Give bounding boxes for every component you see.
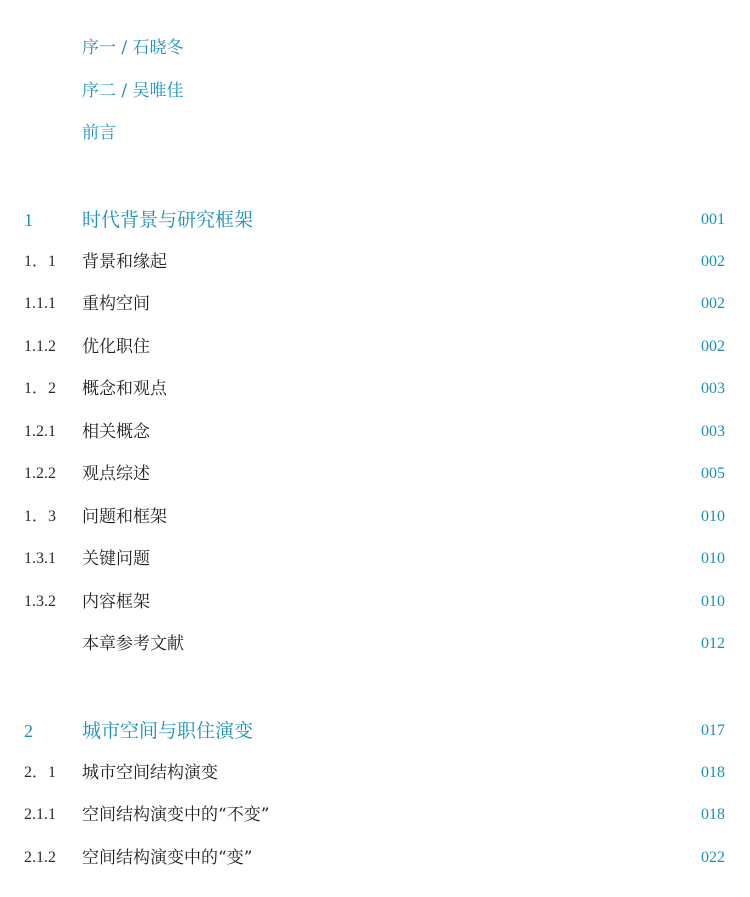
- entry-number: 1．2: [24, 380, 57, 397]
- toc-entry-subsection[interactable]: [0, 289, 750, 319]
- entry-number: 1．3: [24, 508, 57, 525]
- entry-title: 本章参考文献: [82, 634, 184, 654]
- entry-page-number: 002: [701, 295, 725, 312]
- entry-page-number: 010: [701, 508, 725, 525]
- entry-title: 概念和观点: [82, 379, 167, 399]
- entry-title: 空间结构演变中的“变”: [82, 848, 253, 868]
- toc-entry-subsection[interactable]: [0, 459, 750, 489]
- entry-number: 2: [24, 721, 33, 741]
- entry-title: 背景和缘起: [82, 252, 167, 272]
- entry-title: 问题和框架: [82, 507, 167, 527]
- entry-title: 重构空间: [82, 294, 150, 314]
- entry-number: 1.1.2: [24, 338, 56, 355]
- entry-number: 1.2.2: [24, 465, 56, 482]
- entry-title: 时代背景与研究框架: [82, 209, 254, 231]
- entry-title: 城市空间结构演变: [82, 763, 218, 783]
- entry-page-number: 010: [701, 550, 725, 567]
- entry-number: 2．1: [24, 764, 57, 781]
- entry-number: 2.1.1: [24, 806, 56, 823]
- entry-title: 内容框架: [82, 592, 150, 612]
- entry-page-number: 005: [701, 465, 725, 482]
- entry-title: 优化职住: [82, 337, 150, 357]
- entry-title: 相关概念: [82, 422, 150, 442]
- toc-entry-subsection[interactable]: [0, 544, 750, 574]
- toc-entry-section[interactable]: [0, 758, 750, 788]
- toc-entry-section[interactable]: [0, 502, 750, 532]
- entry-title: 观点综述: [82, 464, 150, 484]
- toc-entry-chapter-1[interactable]: [0, 205, 750, 235]
- entry-page-number: 022: [701, 849, 725, 866]
- entry-number: 1.2.1: [24, 423, 56, 440]
- entry-page-number: 002: [701, 338, 725, 355]
- entry-title: 城市空间与职住演变: [82, 720, 254, 742]
- toc-entry-subsection[interactable]: [0, 332, 750, 362]
- entry-title: 关键问题: [82, 549, 150, 569]
- front-matter-preface-1[interactable]: [0, 33, 750, 63]
- entry-number: 1: [24, 210, 33, 230]
- entry-page-number: 017: [701, 722, 725, 739]
- entry-number: 2.1.2: [24, 849, 56, 866]
- toc-entry-subsection[interactable]: [0, 417, 750, 447]
- toc-entry-section[interactable]: [0, 374, 750, 404]
- toc-entry-subsection[interactable]: [0, 800, 750, 830]
- entry-number: 1.3.2: [24, 593, 56, 610]
- entry-number: 1.3.1: [24, 550, 56, 567]
- entry-page-number: 018: [701, 764, 725, 781]
- entry-page-number: 003: [701, 380, 725, 397]
- entry-page-number: 010: [701, 593, 725, 610]
- entry-number: 1.1.1: [24, 295, 56, 312]
- entry-title: 序一 / 石晓冬: [82, 38, 184, 58]
- entry-page-number: 012: [701, 635, 725, 652]
- entry-page-number: 018: [701, 806, 725, 823]
- toc-entry-chapter-2[interactable]: [0, 716, 750, 746]
- entry-title: 空间结构演变中的“不变”: [82, 805, 270, 825]
- toc-entry-subsection[interactable]: [0, 843, 750, 873]
- entry-page-number: 001: [701, 211, 725, 228]
- front-matter-preface-2[interactable]: [0, 76, 750, 106]
- front-matter-foreword[interactable]: [0, 118, 750, 148]
- entry-number: 1．1: [24, 253, 57, 270]
- toc-entry-subsection[interactable]: [0, 587, 750, 617]
- toc-entry-references[interactable]: [0, 629, 750, 659]
- toc-entry-section[interactable]: [0, 247, 750, 277]
- entry-page-number: 003: [701, 423, 725, 440]
- entry-title: 前言: [82, 123, 116, 143]
- entry-title: 序二 / 吴唯佳: [82, 81, 184, 101]
- entry-page-number: 002: [701, 253, 725, 270]
